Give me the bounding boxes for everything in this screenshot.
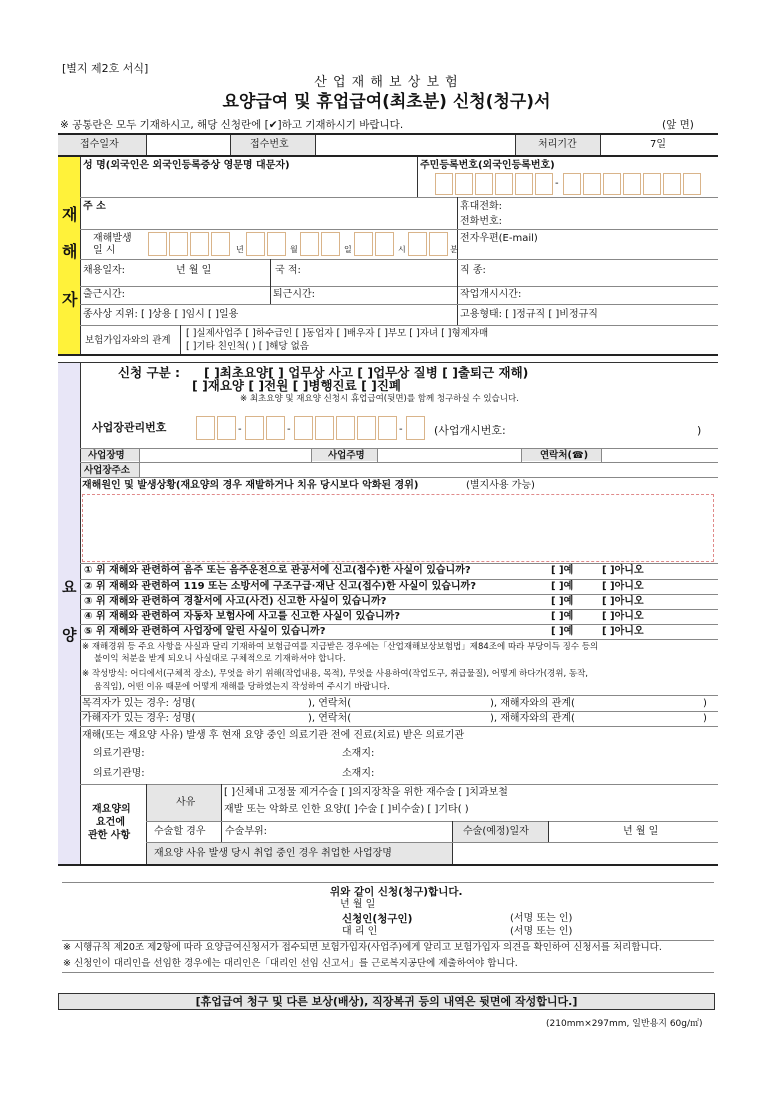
assailant-label: 가해자가 있는 경우: 성명( — [82, 713, 196, 724]
application-type-label: 신청 구분 : — [118, 365, 181, 380]
question-3-yes[interactable]: [ ]예 — [551, 596, 574, 607]
witness-close: ) — [703, 698, 707, 709]
unit-hour: 시 — [398, 245, 406, 254]
surgery-case-label: 수술할 경우 — [154, 826, 206, 837]
biz-start-close: ) — [697, 424, 702, 437]
biz-start-label: (사업개시번호: — [434, 424, 506, 437]
question-2-yes[interactable]: [ ]예 — [551, 581, 574, 592]
reason-options-line-2[interactable]: 재발 또는 악화로 인한 요양([ ]수술 [ ]비수술) [ ]기타( ) — [224, 804, 469, 815]
question-3: ③ 위 재해와 관련하여 경찰서에 사고(사건) 신고한 사실이 있습니까? — [84, 596, 387, 607]
agency-title: 산 업 재 해 보 상 보 험 — [314, 75, 459, 90]
note-2-line-1: ※ 작성방식: 어디에서(구체적 장소), 무엇을 하기 위해(작업내용, 목적), 무엇을 사용하여(작업도구, 취급물질), 어떻게 하다가(경위, 동작, — [82, 669, 589, 679]
question-1-yes[interactable]: [ ]예 — [551, 565, 574, 576]
reason-options-line-1[interactable]: [ ]신체내 고정물 제거수술 [ ]의지장착을 위한 재수술 [ ]치과보철 — [224, 787, 508, 798]
note-2-line-2: 움직임), 어떤 이유 때문에 어떻게 재해를 당하였는지 작성하여 주시기 바랍니다. — [94, 682, 390, 692]
employment-date-label: 채용일자: — [83, 265, 126, 276]
biz-address-label: 사업장주소 — [84, 465, 130, 476]
receipt-date-label: 접수일자 — [80, 139, 119, 150]
signature-note-1: ※ 시행규칙 제20조 제2항에 따라 요양급여신청서가 접수되면 보험가입자(사업주)에게 알리고 보험가입자 의견을 확인하여 신청서를 처리합니다. — [63, 942, 662, 953]
nationality-label: 국 적: — [275, 265, 301, 276]
surgery-site-field[interactable] — [275, 823, 451, 840]
contact-field[interactable] — [602, 449, 716, 461]
prior-medical-label: 재해(또는 재요양 사유) 발생 후 현재 요양 중인 의료기관 전에 진료(치료) 받은 의료기관 — [82, 730, 465, 741]
form-number: [별지 제2호 서식] — [62, 62, 149, 75]
surgery-date-label: 수술(예정)일자 — [463, 826, 529, 837]
form-title: 요양급여 및 휴업급여(최초분) 신청(청구)서 — [222, 92, 551, 112]
medical-inst-label-1: 의료기관명: — [93, 748, 145, 759]
biz-address-field[interactable] — [140, 463, 716, 477]
processing-period-label: 처리기간 — [538, 139, 577, 150]
relation-options-line-2[interactable]: [ ]기타 친인척( ) [ ]해당 없음 — [186, 341, 309, 352]
receipt-date-field[interactable] — [148, 136, 228, 154]
assailant-contact-label: ), 연락처( — [308, 713, 352, 724]
witness-label: 목격자가 있는 경우: 성명( — [82, 698, 196, 709]
assailant-close: ) — [703, 713, 707, 724]
unit-year: 년 — [236, 245, 244, 254]
instruction-text: ※ 공통란은 모두 기재하시고, 해당 신청란에 [✔]하고 기재하시기 바랍니다. — [60, 119, 404, 131]
employer-at-reason-label: 재요양 사유 발생 당시 취업 중인 경우 취업한 사업장명 — [154, 848, 392, 859]
victim-section-char-1: 재 — [62, 205, 78, 224]
processing-period-value: 7일 — [650, 139, 667, 150]
agent-label: 대 리 인 — [342, 926, 378, 937]
mobile-label: 휴대전화: — [460, 201, 503, 212]
location-label-1: 소재지: — [342, 748, 375, 759]
location-label-2: 소재지: — [342, 768, 375, 779]
accident-label-2: 일 시 — [93, 245, 116, 256]
work-start-label: 작업개시시간: — [460, 289, 522, 300]
cause-textarea[interactable] — [82, 494, 714, 562]
name-label: 성 명(외국인은 외국인등록증상 영문명 대문자) — [83, 160, 290, 171]
requirements-label-2: 요건에 — [96, 817, 125, 828]
application-type-line-2[interactable]: [ ]재요양 [ ]전원 [ ]병행진료 [ ]진폐 — [192, 378, 401, 393]
biz-owner-field[interactable] — [378, 449, 520, 461]
question-4: ④ 위 재해와 관련하여 자동차 보험사에 사고를 신고한 사실이 있습니까? — [84, 611, 401, 622]
receipt-number-field[interactable] — [317, 136, 513, 154]
question-1-no[interactable]: [ ]아니오 — [602, 565, 644, 576]
unit-minute: 분 — [450, 245, 458, 254]
surgery-site-label: 수술부위: — [225, 826, 268, 837]
question-1: ① 위 재해와 관련하여 음주 또는 음주운전으로 관공서에 신고(접수)한 사실이 있습니까? — [84, 565, 471, 576]
footer-banner-box — [58, 993, 715, 1010]
question-3-no[interactable]: [ ]아니오 — [602, 596, 644, 607]
agent-sign-field[interactable]: (서명 또는 인) — [510, 926, 573, 937]
application-type-note: ※ 최초요양 및 재요양 신청시 휴업급여(뒷면)를 함께 청구하실 수 있습니다. — [240, 394, 519, 404]
relation-label: 보험가입자와의 관계 — [85, 335, 171, 346]
question-5-yes[interactable]: [ ]예 — [551, 626, 574, 637]
requirements-label-1: 재요양의 — [92, 804, 131, 815]
question-5: ⑤ 위 재해와 관련하여 사업장에 알린 사실이 있습니까? — [84, 626, 326, 637]
question-2: ② 위 재해와 관련하여 119 또는 소방서에 구조구급·재난 신고(접수)한 사실이 있습니까? — [84, 581, 477, 592]
email-field[interactable] — [460, 246, 715, 258]
employer-at-reason-field[interactable] — [454, 844, 716, 863]
witness-relation-label: ), 재해자와의 관계( — [490, 698, 575, 709]
job-label: 직 종: — [460, 265, 486, 276]
question-4-yes[interactable]: [ ]예 — [551, 611, 574, 622]
care-section-char-1: 요 — [62, 578, 77, 596]
signature-note-2: ※ 신청인이 대리인을 선임한 경우에는 대리인은「대리인 선임 신고서」를 근로복지공단에 제출하여야 합니다. — [63, 958, 518, 969]
email-label: 전자우편(E-mail) — [460, 233, 538, 244]
footer-banner: [휴업급여 청구 및 다른 보상(배상), 직장복귀 등의 내역은 뒷면에 작성합니다.] — [195, 995, 578, 1008]
unit-day: 일 — [344, 245, 352, 254]
sign-date-field[interactable]: 년 월 일 — [340, 899, 376, 910]
question-5-no[interactable]: [ ]아니오 — [602, 626, 644, 637]
question-4-no[interactable]: [ ]아니오 — [602, 611, 644, 622]
cause-note: (별지사용 가능) — [466, 480, 535, 491]
witness-contact-label: ), 연락처( — [308, 698, 352, 709]
name-field[interactable] — [84, 175, 414, 195]
unit-month: 월 — [290, 245, 298, 254]
phone-label: 전화번호: — [460, 216, 503, 227]
paper-spec: (210mm×297mm, 일반용지 60g/㎡) — [546, 1019, 703, 1029]
medical-inst-label-2: 의료기관명: — [93, 768, 145, 779]
victim-section-char-3: 자 — [62, 290, 78, 309]
question-2-no[interactable]: [ ]아니오 — [602, 581, 644, 592]
applicant-label: 신청인(청구인) — [342, 913, 413, 925]
note-1-line-2: 불이익 처분을 받게 되오니 사실대로 구체적으로 기재하셔야 합니다. — [94, 654, 346, 664]
commute-out-label: 퇴근시간: — [273, 289, 316, 300]
surgery-date-field[interactable]: 년 월 일 — [623, 826, 659, 837]
address-field[interactable] — [84, 212, 454, 228]
address-label: 주 소 — [83, 201, 106, 212]
cause-label: 재해원인 및 발생상황(재요양의 경우 재발하거나 치유 당시보다 악화된 경위) — [82, 480, 419, 491]
page-side: (앞 면) — [662, 119, 694, 131]
biz-name-field[interactable] — [140, 449, 310, 461]
applicant-sign-field[interactable]: (서명 또는 인) — [510, 913, 573, 924]
biz-start-number-field[interactable] — [520, 420, 690, 438]
requirements-label-3: 관한 사항 — [88, 830, 131, 841]
care-section-char-2: 양 — [62, 626, 77, 644]
reason-label: 사유 — [176, 797, 196, 808]
relation-options-line-1[interactable]: [ ]실제사업주 [ ]하수급인 [ ]동업자 [ ]배우자 [ ]부모 [ ]자녀 [ ]형제자매 — [186, 328, 489, 339]
assailant-relation-label: ), 재해자와의 관계( — [490, 713, 575, 724]
employment-date-units[interactable]: 년 월 일 — [176, 265, 212, 276]
contact-label: 연락처(☎) — [540, 450, 589, 461]
statement-text: 위와 같이 신청(청구)합니다. — [330, 886, 463, 898]
employment-type-options[interactable]: 고용형태: [ ]정규직 [ ]비정규직 — [460, 309, 598, 320]
biz-name-label: 사업장명 — [88, 450, 125, 461]
note-1-line-1: ※ 재해경위 등 주요 사항을 사실과 달리 기재하여 보험급여를 지급받은 경우에는「산업재해보상보험법」제84조에 따라 부당이득 징수 등의 — [82, 642, 599, 652]
biz-owner-label: 사업주명 — [328, 450, 365, 461]
receipt-number-label: 접수번호 — [250, 139, 289, 150]
biz-mgmt-label: 사업장관리번호 — [92, 421, 167, 434]
application-type-line-1[interactable]: [ ]최초요양[ ] 업무상 사고 [ ]업무상 질병 [ ]출퇴근 재해) — [204, 365, 529, 380]
rrn-label: 주민등록번호(외국인등록번호) — [420, 160, 555, 171]
victim-section-char-2: 해 — [62, 242, 78, 261]
position-options[interactable]: 종사상 지위: [ ]상용 [ ]임시 [ ]일용 — [83, 309, 239, 320]
commute-in-label: 출근시간: — [83, 289, 126, 300]
accident-label-1: 재해발생 — [93, 233, 132, 244]
